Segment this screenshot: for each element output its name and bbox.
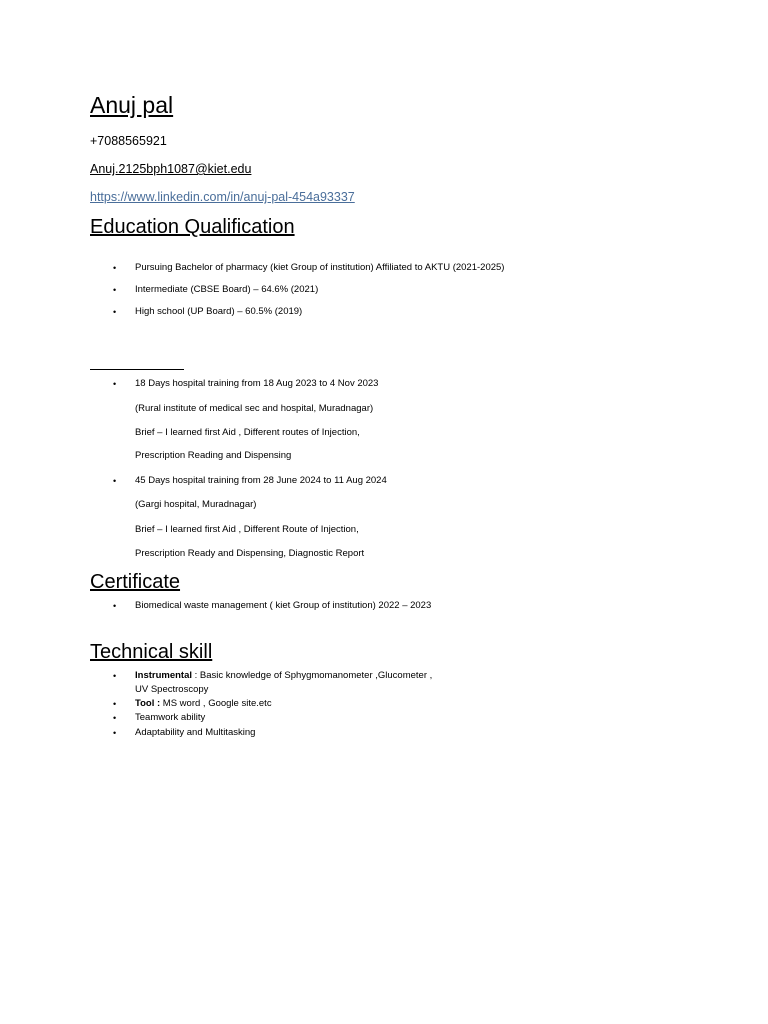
bullet: • <box>113 713 117 723</box>
technical-heading: Technical skill <box>90 641 213 663</box>
education-item: Intermediate (CBSE Board) – 64.6% (2021) <box>135 284 319 295</box>
certificate-heading: Certificate <box>90 571 181 593</box>
training-brief: Brief – I learned first Aid , Different routes of Injection, <box>135 427 360 438</box>
phone-number: +7088565921 <box>90 134 167 148</box>
training-brief: Prescription Reading and Dispensing <box>135 450 292 461</box>
training-place: (Rural institute of medical sec and hospital, Muradnagar) <box>135 403 374 414</box>
education-item: Pursuing Bachelor of pharmacy (kiet Group of institution) Affiliated to AKTU (2021-2025) <box>135 262 505 273</box>
bullet: • <box>113 307 117 317</box>
bullet: • <box>113 476 117 486</box>
training-title: 18 Days hospital training from 18 Aug 2023 to 4 Nov 2023 <box>135 378 379 389</box>
bullet: • <box>113 601 117 611</box>
skill-instrumental <box>135 670 432 681</box>
training-place: (Gargi hospital, Muradnagar) <box>135 499 257 510</box>
bullet: • <box>113 379 117 389</box>
training-brief: Brief – I learned first Aid , Different Route of Injection, <box>135 524 359 535</box>
skill-text: MS word , Google site.etc <box>160 698 272 709</box>
bullet: • <box>113 285 117 295</box>
section-divider <box>90 369 184 370</box>
certificate-item: Biomedical waste management ( kiet Group of institution) 2022 – 2023 <box>135 600 432 611</box>
education-heading: Education Qualification <box>90 216 295 238</box>
training-brief: Prescription Ready and Dispensing, Diagnostic Report <box>135 548 365 559</box>
bullet: • <box>113 263 117 273</box>
skill-item: Adaptability and Multitasking <box>135 727 256 738</box>
skill-tool <box>135 698 272 709</box>
bullet: • <box>113 671 117 681</box>
training-title: 45 Days hospital training from 28 June 2024 to 11 Aug 2024 <box>135 475 387 486</box>
education-item: High school (UP Board) – 60.5% (2019) <box>135 306 303 317</box>
skill-label: Instrumental <box>135 670 193 681</box>
linkedin-link[interactable]: https://www.linkedin.com/in/anuj-pal-454a93337 <box>90 190 355 204</box>
candidate-name: Anuj pal <box>90 92 174 118</box>
skill-label: Tool : <box>135 698 161 709</box>
skill-instrumental-cont: UV Spectroscopy <box>135 684 209 695</box>
bullet: • <box>113 728 117 738</box>
bullet: • <box>113 699 117 709</box>
email-link[interactable]: Anuj.2125bph1087@kiet.edu <box>90 162 252 176</box>
skill-item: Teamwork ability <box>135 712 206 723</box>
skill-text: : Basic knowledge of Sphygmomanometer ,Glucometer , <box>192 670 433 681</box>
